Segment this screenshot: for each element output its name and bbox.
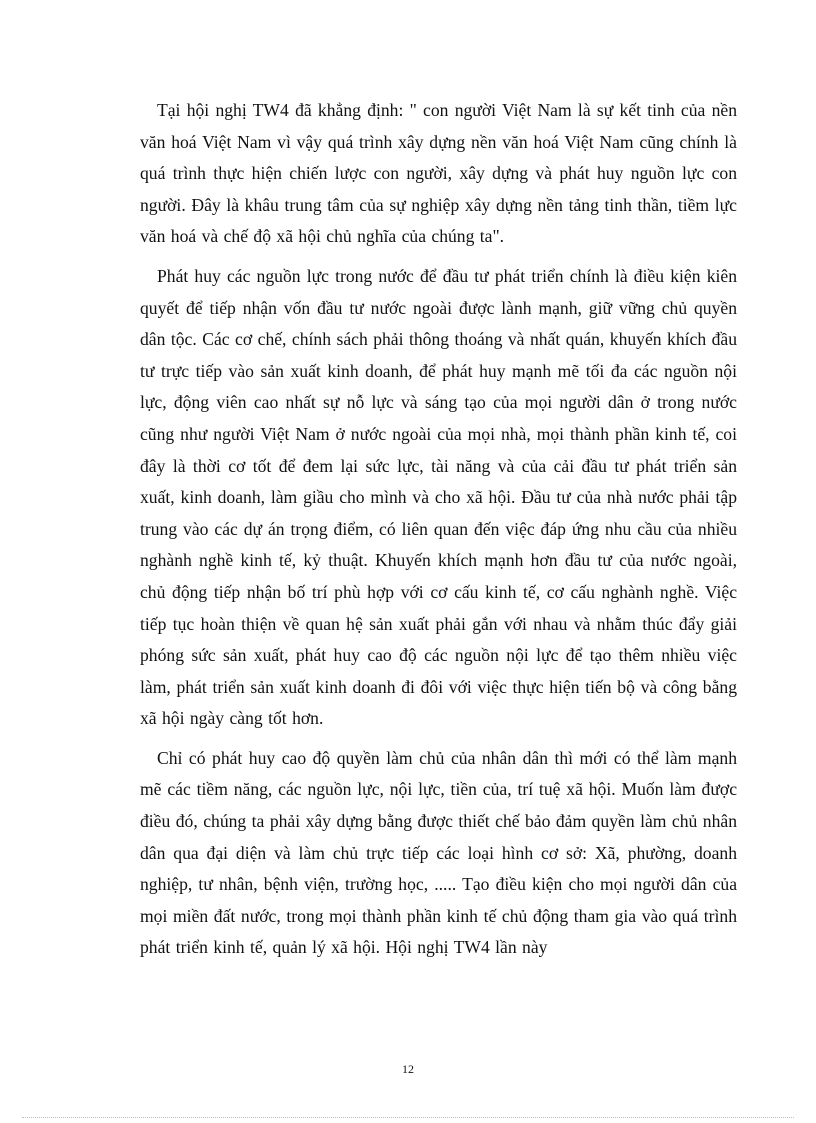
page-number: 12: [402, 1062, 414, 1076]
body-text: [140, 95, 737, 972]
paragraph-3: Chỉ có phát huy cao độ quyền làm chủ của nhân dân thì mới có thể làm mạnh mẽ các tiềm năng, các nguồn lực, nội lực, tiền của, trí tuệ xã hội. Muốn làm được điều đó, chúng ta phải xây dựng bằng được thiết chế bảo đảm quyền làm chủ nhân dân qua đại diện và làm chủ trực tiếp các loại hình cơ sở: Xã, phường, doanh nghiệp, tư nhân, bệnh viện, trường học, ..... Tạo điều kiện cho mọi người dân của mọi miền đất nước, trong mọi thành phần kinh tế chủ động tham gia vào quá trình phát triển kinh tế, quản lý xã hội. Hội nghị TW4 lần này: [140, 747, 737, 958]
paragraph-1: Tại hội nghị TW4 đã khẳng định: " con người Việt Nam là sự kết tinh của nền văn hoá Việt Nam vì vậy quá trình xây dựng nền văn hoá Việt Nam cũng chính là quá trình thực hiện chiến lược con người, xây dựng và phát huy nguồn lực con người. Đây là khâu trung tâm của sự nghiệp xây dựng nền tảng tinh thần, tiềm lực văn hoá và chế độ xã hội chủ nghĩa của chúng ta".: [140, 100, 737, 247]
paragraph-2: Phát huy các nguồn lực trong nước để đầu tư phát triển chính là điều kiện kiên quyết để tiếp nhận vốn đầu tư nước ngoài được lành mạnh, giữ vững chủ quyền dân tộc. Các cơ chế, chính sách phải thông thoáng và nhất quán, khuyến khích đầu tư trực tiếp vào sản xuất kinh doanh, để phát huy mạnh mẽ tối đa các nguồn nội lực, động viên cao nhất sự nỗ lực và sáng tạo của mọi người dân ở trong nước cũng như người Việt Nam ở nước ngoài của mọi nhà, mọi thành phần kinh tế, coi đây là thời cơ tốt để đem lại sức lực, tài năng và của cải đầu tư phát triển sản xuất, kinh doanh, làm giầu cho mình và cho xã hội. Đầu tư của nhà nước phải tập trung vào các dự án trọng điểm, có liên quan đến việc đáp ứng nhu cầu của nhiều nghành nghề kinh tế, kỷ thuật. Khuyến khích mạnh hơn đầu tư của nước ngoài, chủ động tiếp nhận bố trí phù hợp với cơ cấu kinh tế, cơ cấu nghành nghề. Việc tiếp tục hoàn thiện về quan hệ sản xuất phải gắn với nhau và nhằm thúc đẩy giải phóng sức sản xuất, phát huy cao độ các nguồn nội lực để tạo thêm nhiều việc làm, phát triển sản xuất kinh doanh đi đôi với việc thực hiện tiến bộ và công bằng xã hội ngày càng tốt hơn.: [140, 265, 737, 729]
footer-divider: [22, 1117, 794, 1118]
